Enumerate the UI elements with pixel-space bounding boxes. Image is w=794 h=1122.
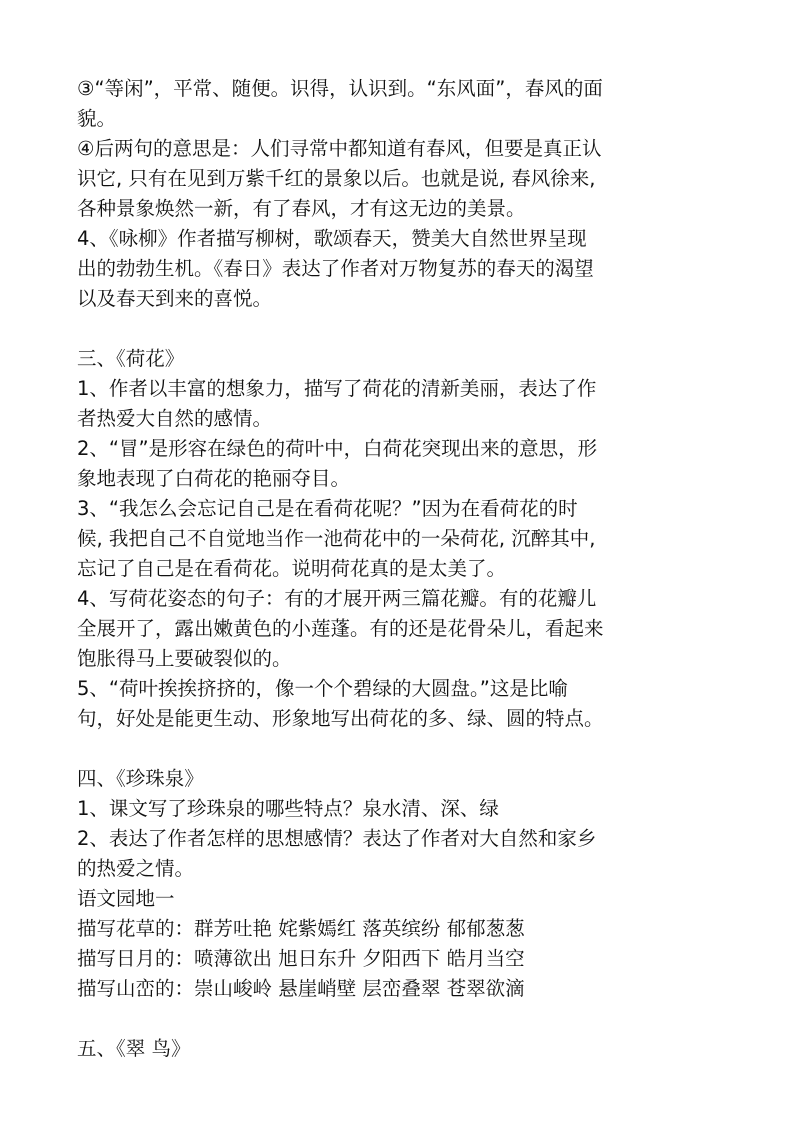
text-line: 饱胀得马上要破裂似的。: [77, 647, 292, 670]
text-line: 以及春天到来的喜悦。: [77, 287, 273, 310]
text-line: 忘记了自己是在看荷花。说明荷花真的是太美了。: [77, 557, 507, 580]
text-line: ③“等闲”，平常、随便。识得，认识到。“东风面”，春风的面: [77, 77, 603, 100]
text-line: 描写山峦的：崇山峻岭 悬崖峭壁 层峦叠翠 苍翠欲滴: [77, 977, 525, 1000]
text-line: 2、表达了作者怎样的思想感情？表达了作者对大自然和家乡: [77, 827, 597, 850]
text-line: 各种景象焕然一新，有了春风，才有这无边的美景。: [77, 197, 526, 220]
text-line: 象地表现了白荷花的艳丽夺目。: [77, 467, 351, 490]
text-line: 1、作者以丰富的想象力，描写了荷花的清新美丽，表达了作: [77, 377, 597, 400]
text-line: 的热爱之情。: [77, 857, 195, 880]
text-line: 描写日月的：喷薄欲出 旭日东升 夕阳西下 皓月当空: [77, 947, 525, 970]
text-line: 识它, 只有在见到万紫千红的景象以后。也就是说, 春风徐来,: [77, 167, 596, 190]
section-heading: 五、《翠 鸟》: [77, 1037, 191, 1060]
text-line: 语文园地一: [77, 887, 175, 910]
text-line: 出的勃勃生机。《春日》表达了作者对万物复苏的春天的渴望: [77, 257, 594, 280]
text-line: 5、“荷叶挨挨挤挤的，像一个个碧绿的大圆盘。”这是比喻: [77, 677, 568, 700]
paragraph-gap: [77, 314, 717, 344]
paragraph-gap: [77, 734, 717, 764]
text-line: 貌。: [77, 107, 117, 130]
text-line: 4、《咏柳》作者描写柳树，歌颂春天，赞美大自然世界呈现: [77, 227, 587, 250]
paragraph-gap: [77, 1004, 717, 1034]
text-line: 描写花草的：群芳吐艳 姹紫嫣红 落英缤纷 郁郁葱葱: [77, 917, 525, 940]
text-line: 候, 我把自己不自觉地当作一池荷花中的一朵荷花, 沉醉其中,: [77, 527, 596, 550]
section-heading: 三、《荷花》: [77, 347, 185, 370]
text-line: 4、写荷花姿态的句子：有的才展开两三篇花瓣。有的花瓣儿: [77, 587, 597, 610]
text-line: 句，好处是能更生动、形象地写出荷花的多、绿、圆的特点。: [77, 707, 604, 730]
text-line: 3、“我怎么会忘记自己是在看荷花呢？”因为在看荷花的时: [77, 497, 578, 520]
text-line: 全展开了，露出嫩黄色的小莲蓬。有的还是花骨朵儿，看起来: [77, 617, 604, 640]
text-line: 2、“冒”是形容在绿色的荷叶中，白荷花突现出来的意思，形: [77, 437, 598, 460]
text-line: 1、课文写了珍珠泉的哪些特点？泉水清、深、绿: [77, 797, 499, 820]
text-line: 者热爱大自然的感情。: [77, 407, 273, 430]
section-heading: 四、《珍珠泉》: [77, 767, 204, 790]
document-page: [77, 74, 717, 1064]
text-line: ④后两句的意思是：人们寻常中都知道有春风，但要是真正认: [77, 137, 602, 160]
